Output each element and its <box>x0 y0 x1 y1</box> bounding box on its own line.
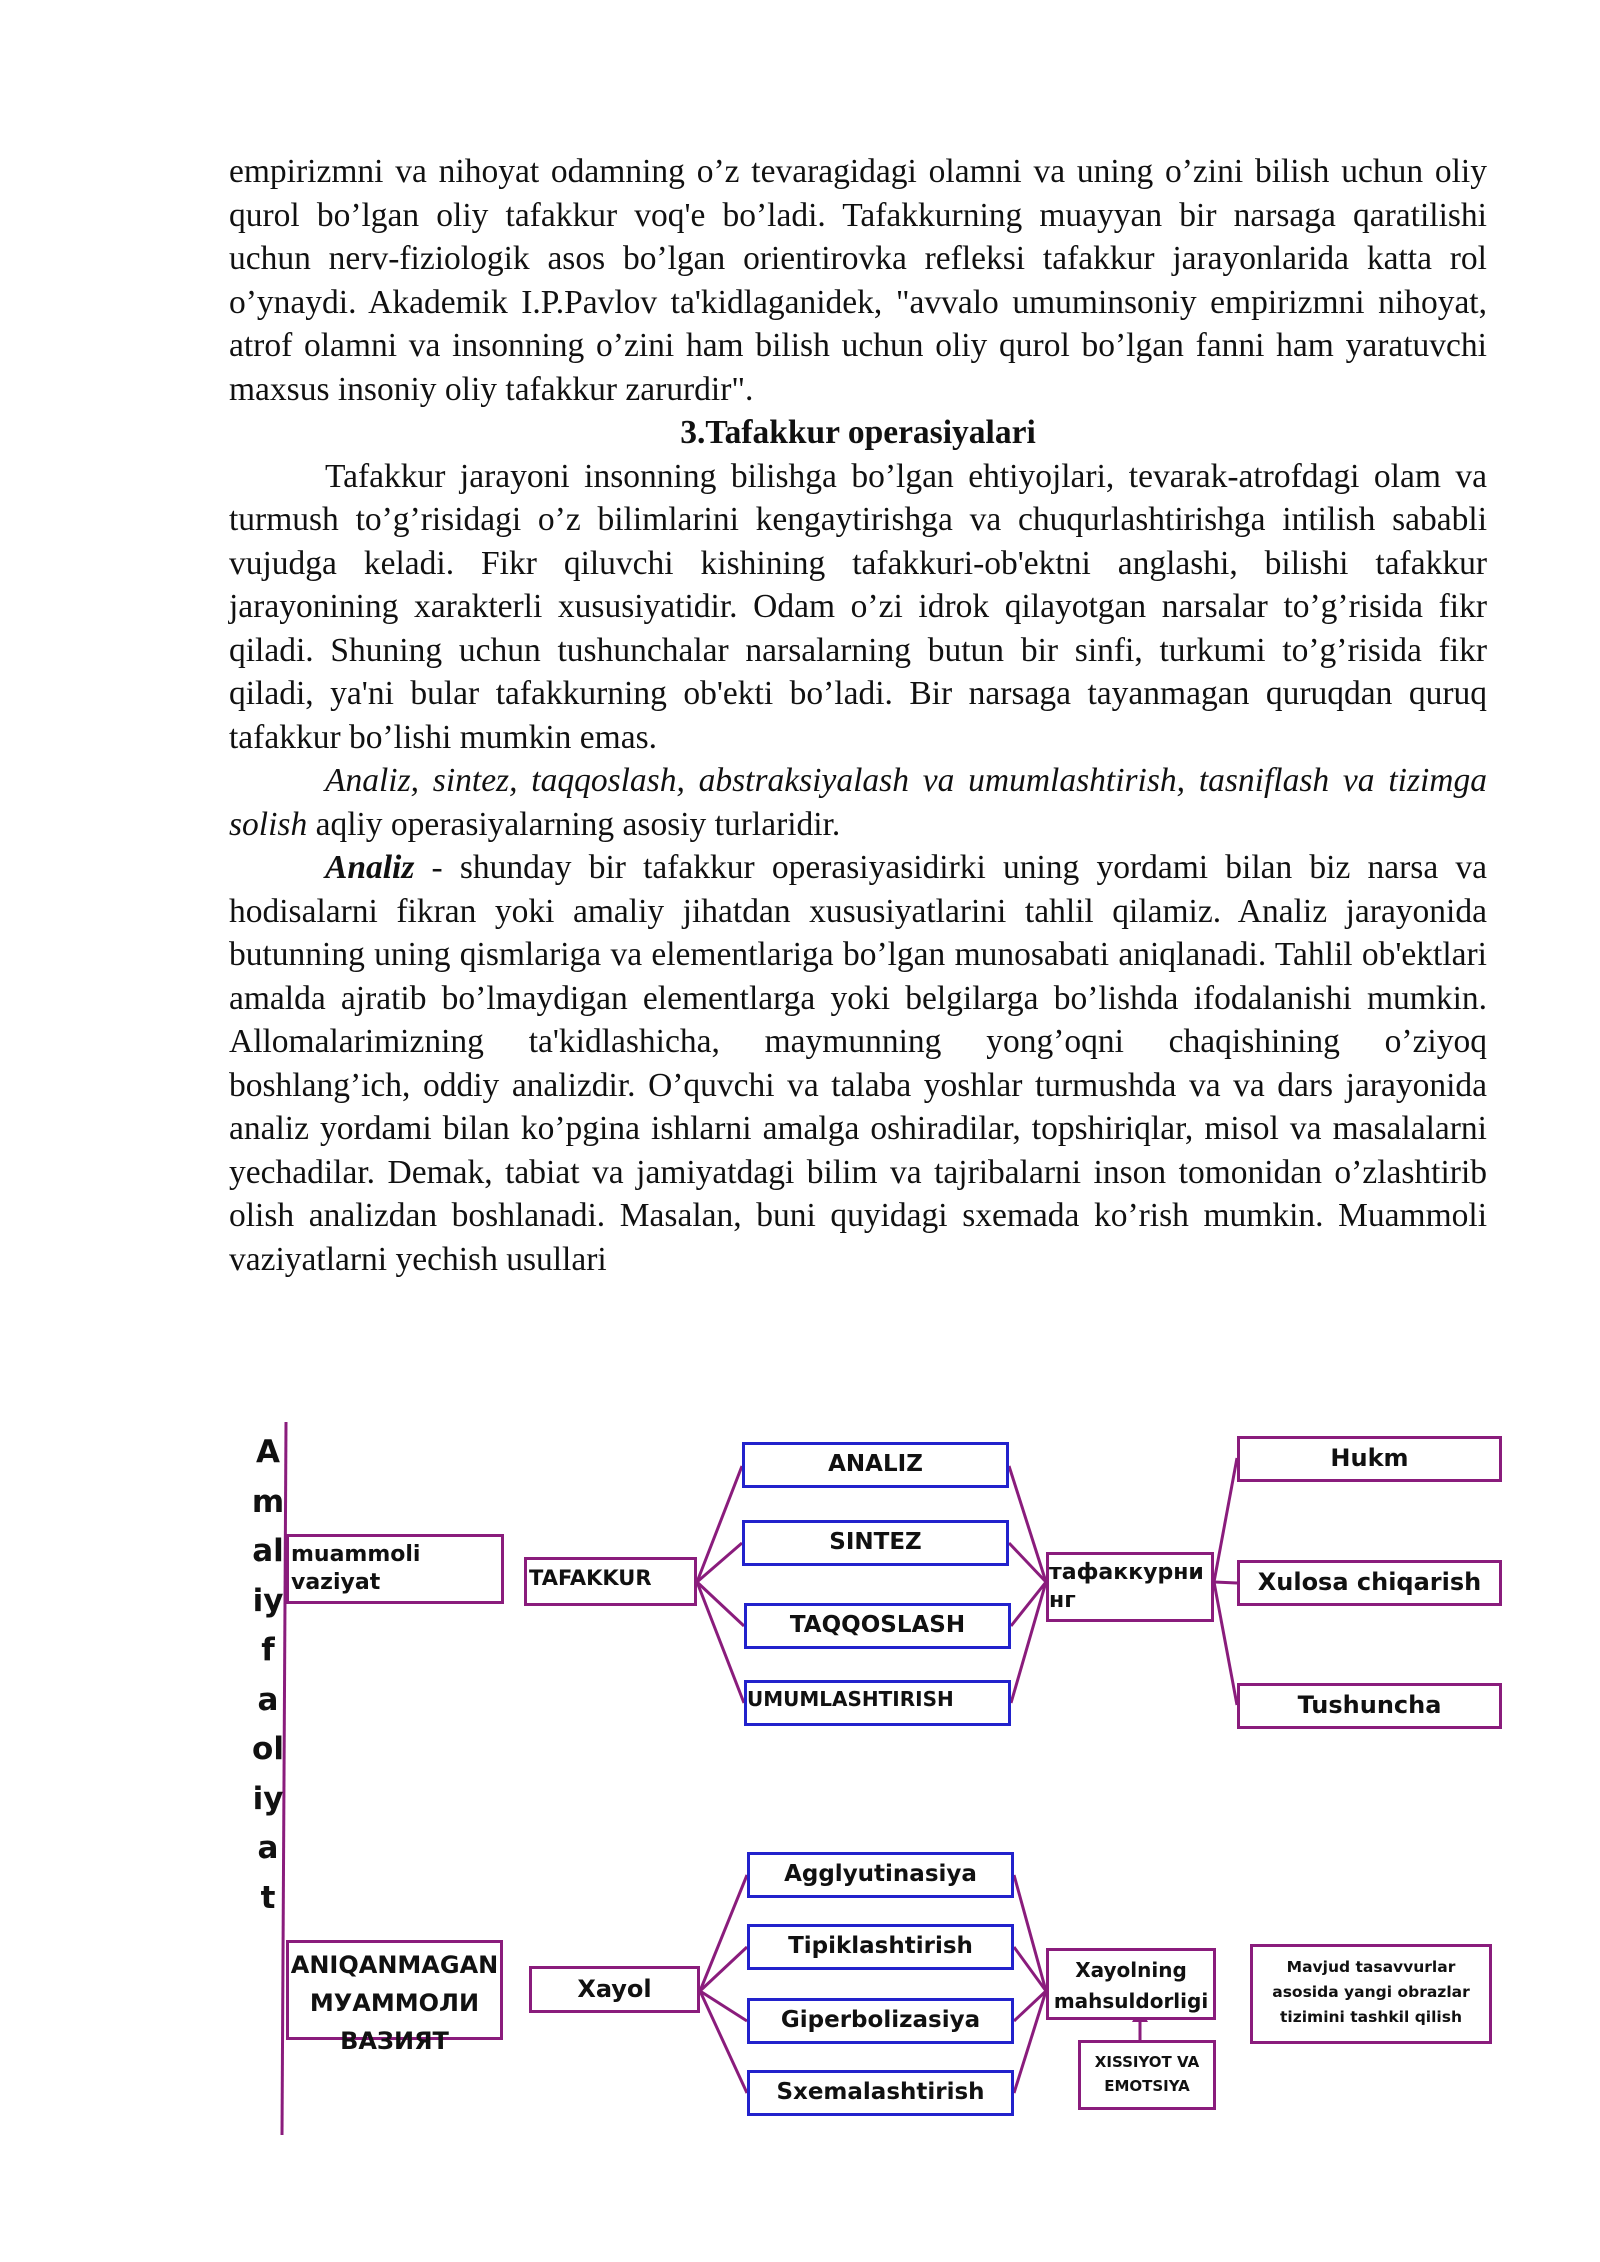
muammoli-vaziyat-label: muammoli vaziyat <box>291 1542 421 1595</box>
paragraph-4 <box>229 846 1487 1281</box>
aniqlanmagan-vaziyat-box <box>286 1940 503 2055</box>
tafakkur-result-label: тафаккурнинг <box>1049 1560 1204 1613</box>
section-heading: 3.Tafakkur operasiyalari <box>680 414 1036 451</box>
vertical-letter: A <box>256 1434 280 1470</box>
vertical-label <box>250 1428 286 1923</box>
vertical-letter: al <box>252 1533 284 1569</box>
vertical-letter: f <box>261 1632 275 1668</box>
tafakkur-box <box>524 1557 697 1606</box>
xulosa-label: Xulosa chiqarish <box>1257 1568 1482 1596</box>
agglyutinasiya-box <box>747 1852 1014 1898</box>
yangi-obrazlar-box <box>1250 1944 1492 2044</box>
xayol-result-label: Xayolning mahsuldorligi <box>1053 1958 1209 2013</box>
muammoli-vaziyat-box <box>286 1534 504 1604</box>
paragraph-4-rest: - shunday bir tafakkur operasiyasidirki uning yordami bilan biz narsa va hodisalarni fikran yoki amaliy jihatdan xususiyatlarini tahlil qilamiz. Analiz jarayonida butunning uning qismlariga va elementlariga bo’lgan munosabati aniqlanadi. Tahlil ob'ektlari amalda ajratib bo’lmaydigan elementlarga yoki belgilarga bo’lishda ifodalanishi mumkin. Allomalarimizning ta'kidlashicha, maymunning yong’oqni chaqishining o’ziyoq boshlang’ich, oddiy analizdir. O’quvchi va talaba yoshlar turmushda va va dars jarayonida analiz yordami bilan ko’pgina ishlarni amalga oshiradilar, topshiriqlar, misol va masalalarni yechadilar. Demak, tabiat va jamiyatdagi bilim va tajribalarni inson tomonidan o’zlashtirib olish analizdan boshlanadi. Masalan, buni quyidagi sxemada ko’rish mumkin. Muammoli vaziyatlarni yechish usullari <box>229 849 1487 1278</box>
hukm-label: Hukm <box>1330 1444 1409 1472</box>
agglyutinasiya-label: Agglyutinasiya <box>784 1861 977 1887</box>
xayol-box <box>529 1966 700 2013</box>
taqqoslash-box <box>744 1603 1011 1649</box>
operations-list: Analiz, sintez, taqqoslash, abstraksiyalash va umumlashtirish, tasniflash va tizimga solish <box>229 762 1487 843</box>
line-tafakkur-analiz <box>697 1466 742 1582</box>
vertical-letter: iy <box>252 1582 284 1619</box>
sxemalashtirish-label: Sxemalashtirish <box>776 2079 985 2105</box>
feeling-box <box>1078 2040 1216 2110</box>
connector-lines <box>0 1400 1600 2160</box>
sintez-label: SINTEZ <box>829 1529 922 1555</box>
line-agglyutinasiya-result <box>1014 1875 1046 1991</box>
vertical-letter: a <box>257 1830 279 1866</box>
vertical-letter: a <box>257 1681 279 1718</box>
aniqlanmagan-vaziyat-label: ANIQANMAGAN МУАММОЛИ ВАЗИЯТ <box>290 1951 499 2055</box>
vertical-letter: ol <box>252 1731 284 1767</box>
hukm-box <box>1237 1436 1502 1482</box>
xulosa-box <box>1237 1560 1502 1606</box>
taqqoslash-label: TAQQOSLASH <box>789 1612 966 1638</box>
line-xayol-agglyutinasiya <box>700 1875 747 1991</box>
sintez-box <box>742 1520 1009 1566</box>
paragraph-3 <box>229 759 1487 846</box>
sxemalashtirish-box <box>747 2070 1014 2116</box>
giperbolizasiya-box <box>747 1998 1014 2044</box>
analiz-term: Analiz <box>325 849 415 886</box>
line-result-tushuncha <box>1214 1582 1237 1705</box>
yangi-obrazlar-label: Mavjud tasavvurlar asosida yangi obrazlar tizimini tashkil qilish <box>1272 1958 1470 2026</box>
xayol-result-box <box>1046 1948 1216 2020</box>
tafakkur-result-box <box>1046 1552 1214 1622</box>
body-text <box>229 150 1487 1281</box>
xayol-label: Xayol <box>577 1975 652 2003</box>
tipiklashtirish-box <box>747 1924 1014 1970</box>
paragraph-1: empirizmni va nihoyat odamning o’z tevaragidagi olamni va uning o’zini bilish uchun oliy qurol bo’lgan oliy tafakkur voq'e bo’ladi. Tafakkurning muayyan bir narsaga qaratilishi uchun nerv-fiziologik asos bo’lgan orientirovka refleksi tafakkur jarayonlarida katta rol o’ynaydi. Akademik I.P.Pavlov ta'kidlaganidek, "avvalo umuminsoniy empirizmni nihoyat, atrof olamni va insonning o’zini ham bilish uchun oliy qurol bo’lgan fanni ham yaratuvchi maxsus insoniy oliy tafakkur zarurdir". <box>229 153 1487 408</box>
tushuncha-box <box>1237 1683 1502 1729</box>
umumlashtirish-label: UMUMLASHTIRISH <box>747 1687 954 1711</box>
vertical-letter: m <box>251 1483 285 1520</box>
tushuncha-label: Tushuncha <box>1297 1691 1442 1719</box>
line-umumlashtirish-result <box>1011 1582 1046 1703</box>
paragraph-3-rest: aqliy operasiyalarning asosiy turlaridir. <box>307 805 841 843</box>
vertical-letter: iy <box>252 1780 284 1817</box>
umumlashtirish-box <box>744 1680 1011 1726</box>
giperbolizasiya-label: Giperbolizasiya <box>780 2007 981 2033</box>
analiz-box <box>742 1442 1009 1488</box>
scheme-diagram <box>0 1400 1600 2160</box>
line-xayol-tipiklashtirish <box>700 1947 747 1991</box>
analiz-label: ANALIZ <box>828 1451 923 1477</box>
feeling-label: XISSIYOT VA EMOTSIYA <box>1094 2053 1200 2095</box>
line-tafakkur-umumlashtirish <box>697 1582 744 1703</box>
line-result-hukm <box>1214 1458 1237 1582</box>
paragraph-2: Tafakkur jarayoni insonning bilishga bo’lgan ehtiyojlari, tevarak-atrofdagi olam va turmush to’g’risidagi o’z bilimlarini kengaytirishga va chuqurlashtirishga intilish sababli vujudga keladi. Fikr qiluvchi kishining tafakkuri-ob'ektni anglashi, bilishi tafakkur jarayonining xarakterli xususiyatidir. Odam o’zi idrok qilayotgan narsalar to’g’risida fikr qiladi. Shuning uchun tushunchalar narsalarning butun bir sinfi, turkumi to’g’risida fikr qiladi, ya'ni bular tafakkurning ob'ekti bo’ladi. Bir narsaga tayanmagan quruqdan quruq tafakkur bo’lishi mumkin emas. <box>229 457 1487 756</box>
tipiklashtirish-label: Tipiklashtirish <box>788 1933 973 1959</box>
tafakkur-label: TAFAKKUR <box>529 1566 652 1590</box>
vertical-letter: t <box>260 1879 276 1916</box>
line-result-xulosa <box>1214 1582 1237 1583</box>
